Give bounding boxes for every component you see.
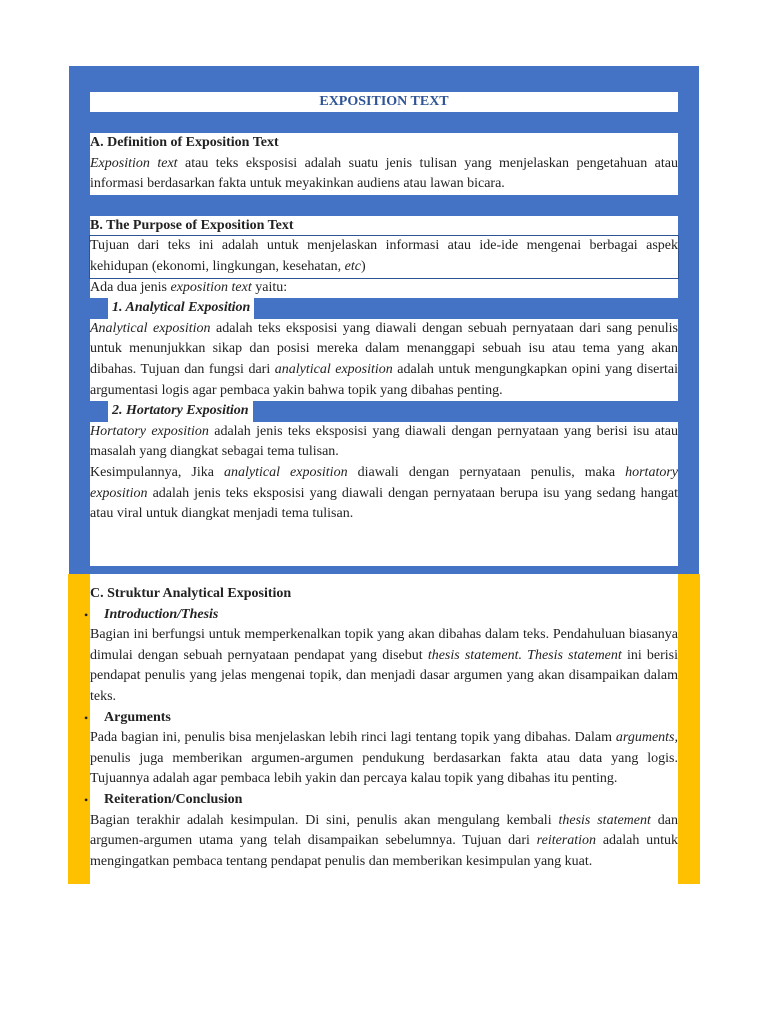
bullet-introduction	[84, 605, 678, 626]
conclusion-paragraph	[90, 463, 678, 525]
introduction-paragraph	[90, 625, 678, 707]
bullet-reiteration-label: Reiteration/Conclusion	[104, 791, 243, 807]
bullet-icon: •	[84, 792, 89, 807]
arguments-text-1: Pada bagian ini, penulis bisa menjelaskan lebih rinci lagi tentang topik yang dibahas. Dalam	[90, 730, 616, 746]
conclusion-term-1: analytical exposition	[224, 464, 348, 480]
types-intro-text: Ada dua jenis	[90, 279, 171, 295]
introduction-text-1: Bagian ini berfungsi untuk memperkenalkan topik yang akan dibahas dalam teks. Pendahuluan biasanya dimulai dengan sebuah pernyataan pendapat yang disebut	[90, 627, 678, 663]
conclusion-term-2: hortatory exposition	[90, 464, 678, 501]
purpose-etc: etc	[344, 258, 361, 274]
section-a-b-content	[90, 133, 678, 566]
purpose-paren: )	[361, 258, 366, 274]
bullet-arguments-label: Arguments	[104, 709, 171, 725]
conclusion-text-3: adalah jenis teks eksposisi yang diawali dengan pernyataan berupa isu yang sedang hangat atau viral untuk diangkat menjadi tema tulisan.	[90, 485, 678, 522]
bullet-icon: •	[84, 607, 89, 622]
purpose-box	[90, 236, 678, 277]
term-hortatory: Hortatory exposition	[90, 423, 209, 439]
arguments-paragraph	[90, 728, 678, 790]
section-c-content	[84, 584, 679, 872]
reiteration-paragraph	[90, 811, 678, 873]
analytical-text-1: adalah teks eksposisi yang diawali dengan sebuah pernyataan dari sang penulis untuk menunjukkan sikap dan posisi mereka dalam menanggapi sebuah isu atau tema yang akan dibahas. Tujuan dan fungsi dari	[90, 320, 678, 377]
reiteration-text-3: adalah untuk mengingatkan pembaca tentang pendapat penulis dan memberikan kesimpulan yang kuat.	[90, 833, 678, 869]
term-thesis-statement: thesis statement. Thesis statement	[427, 647, 622, 663]
types-intro-end: yaitu:	[251, 279, 288, 295]
section-b-heading: B. The Purpose of Exposition Text	[90, 216, 678, 237]
section-c-heading: C. Struktur Analytical Exposition	[90, 584, 678, 605]
reiteration-text-2: dan argumen-argumen utama yang telah disampaikan sebelumnya. Tujuan dari	[90, 812, 679, 849]
subheading-analytical	[90, 298, 678, 319]
term-analytical-1: Analytical exposition	[90, 320, 211, 336]
yellow-right-bar	[678, 574, 700, 884]
hortatory-text: adalah jenis teks eksposisi yang diawali dengan pernyataan yang berisi isu atau masalah yang diangkat sebagai tema tulisan.	[90, 423, 679, 460]
section-a-heading: A. Definition of Exposition Text	[90, 133, 678, 154]
arguments-text-2: penulis juga memberikan argumen-argumen pendukung berdasarkan fakta atau data yang logis. Tujuannya adalah agar pembaca lebih yakin dan percaya kalau topik yang dibahas itu penting.	[90, 750, 678, 787]
bullet-introduction-label: Introduction/Thesis	[104, 606, 219, 622]
document-title: EXPOSITION TEXT	[90, 92, 678, 112]
subheading-hortatory-text: 2. Hortatory Exposition	[108, 401, 253, 422]
bullet-icon: •	[84, 710, 89, 725]
reiteration-text-1: Bagian terakhir adalah kesimpulan. Di sini, penulis akan mengulang kembali	[90, 812, 559, 828]
conclusion-text-1: Kesimpulannya, Jika	[90, 464, 224, 480]
purpose-line-2: kehidupan (ekonomi, lingkungan, kesehatan,	[90, 258, 345, 274]
subheading-analytical-text: 1. Analytical Exposition	[108, 298, 254, 319]
subheading-hortatory	[90, 401, 678, 422]
bullet-reiteration	[84, 790, 678, 811]
term-reiteration: reiteration	[536, 833, 597, 849]
types-intro-term: exposition text	[170, 279, 252, 295]
term-exposition-text: Exposition text	[90, 155, 178, 171]
introduction-text-2: ini berisi pendapat penulis yang jelas mengenai topik, dan menjadi dasar argumen yang akan disampaikan dalam teks.	[90, 647, 679, 704]
term-arguments: arguments,	[615, 730, 678, 746]
section-a-text: atau teks eksposisi adalah suatu jenis tulisan yang menjelaskan pengetahuan atau informasi berdasarkan fakta untuk meyakinkan audiens atau lawan bicara.	[90, 155, 679, 192]
types-intro	[90, 278, 678, 299]
term-thesis-statement-2: thesis statement	[558, 812, 651, 828]
analytical-paragraph	[90, 319, 678, 401]
hortatory-paragraph	[90, 422, 678, 463]
section-a-paragraph	[90, 154, 678, 195]
bullet-arguments	[84, 708, 678, 729]
purpose-line-1: Tujuan dari teks ini adalah untuk menjelaskan informasi atau ide-ide mengenai berbagai aspek	[90, 238, 678, 254]
term-analytical-2: analytical exposition	[274, 361, 393, 377]
conclusion-text-2: diawali dengan pernyataan penulis, maka	[347, 464, 626, 480]
analytical-text-2: adalah untuk mengungkapkan opini yang disertai argumentasi logis agar pembaca yakin bahwa topik yang dibahas penting.	[90, 361, 679, 398]
